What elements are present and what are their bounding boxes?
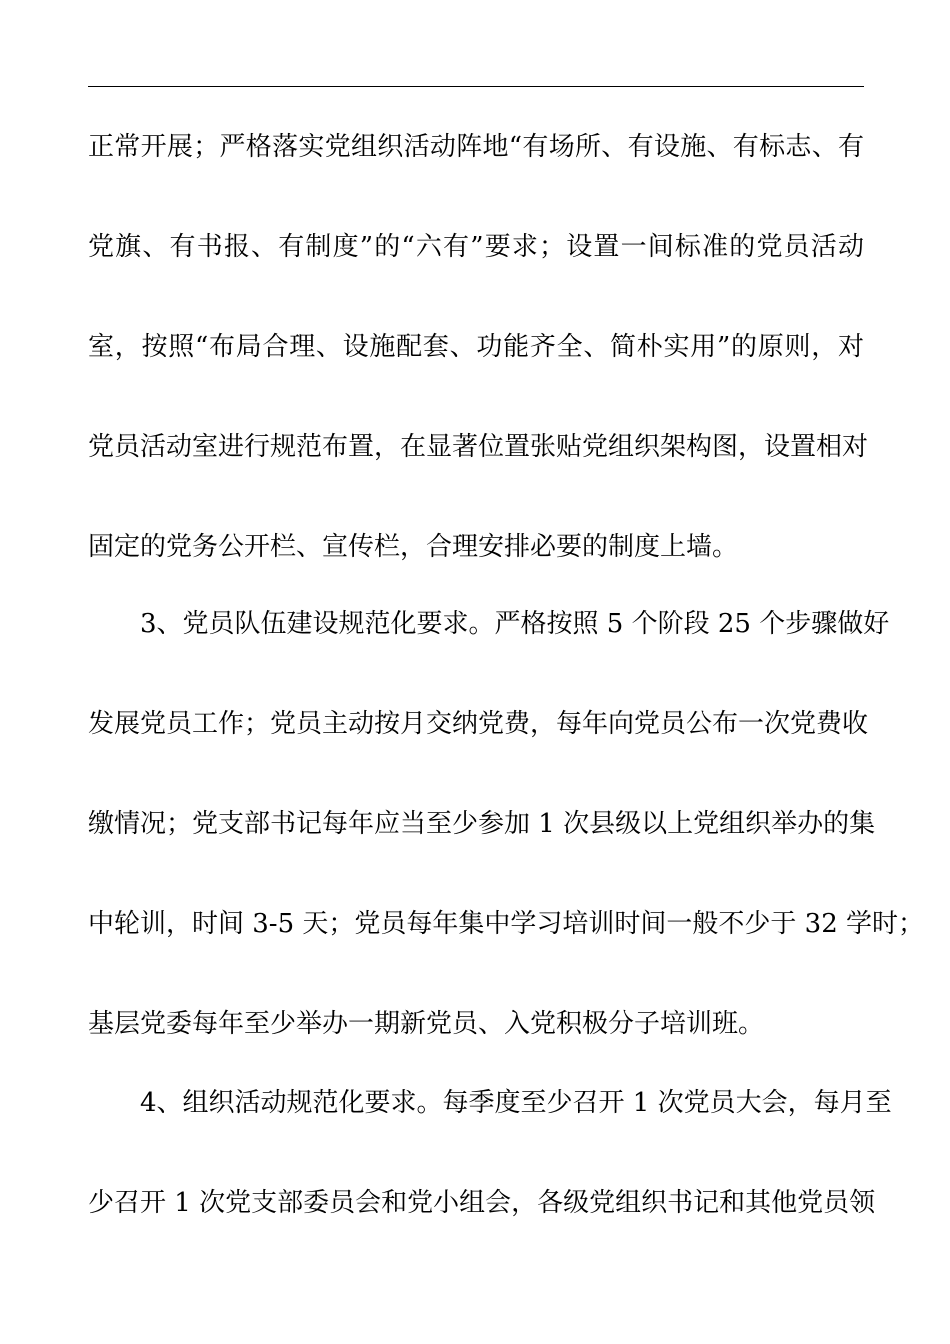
text-line: 固定的党务公开栏、宣传栏，合理安排必要的制度上墙。 <box>88 532 739 562</box>
text-line: 发展党员工作；党员主动按月交纳党费，每年向党员公布一次党费收 <box>88 709 869 739</box>
header-rule <box>88 86 864 87</box>
text-line: 基层党委每年至少举办一期新党员、入党积极分子培训班。 <box>88 1009 765 1039</box>
text-line: 中轮训，时间 3-5 天；党员每年集中学习培训时间一般不少于 32 学时； <box>88 909 925 939</box>
text-line: 室，按照“布局合理、设施配套、功能齐全、简朴实用”的原则，对 <box>88 332 864 362</box>
text-line: 党旗、有书报、有制度”的“六有”要求；设置一间标准的党员活动 <box>88 232 864 262</box>
text-line: 正常开展；严格落实党组织活动阵地“有场所、有设施、有标志、有 <box>88 132 864 162</box>
text-line: 少召开 1 次党支部委员会和党小组会，各级党组织书记和其他党员领 <box>88 1188 876 1218</box>
paragraph-4-first-line: 4、组织活动规范化要求。每季度至少召开 1 次党员大会，每月至 <box>140 1088 892 1118</box>
paragraph-3-first-line: 3、党员队伍建设规范化要求。严格按照 5 个阶段 25 个步骤做好 <box>140 609 890 639</box>
text-line: 缴情况；党支部书记每年应当至少参加 1 次县级以上党组织举办的集 <box>88 809 876 839</box>
text-line: 党员活动室进行规范布置，在显著位置张贴党组织架构图，设置相对 <box>88 432 869 462</box>
